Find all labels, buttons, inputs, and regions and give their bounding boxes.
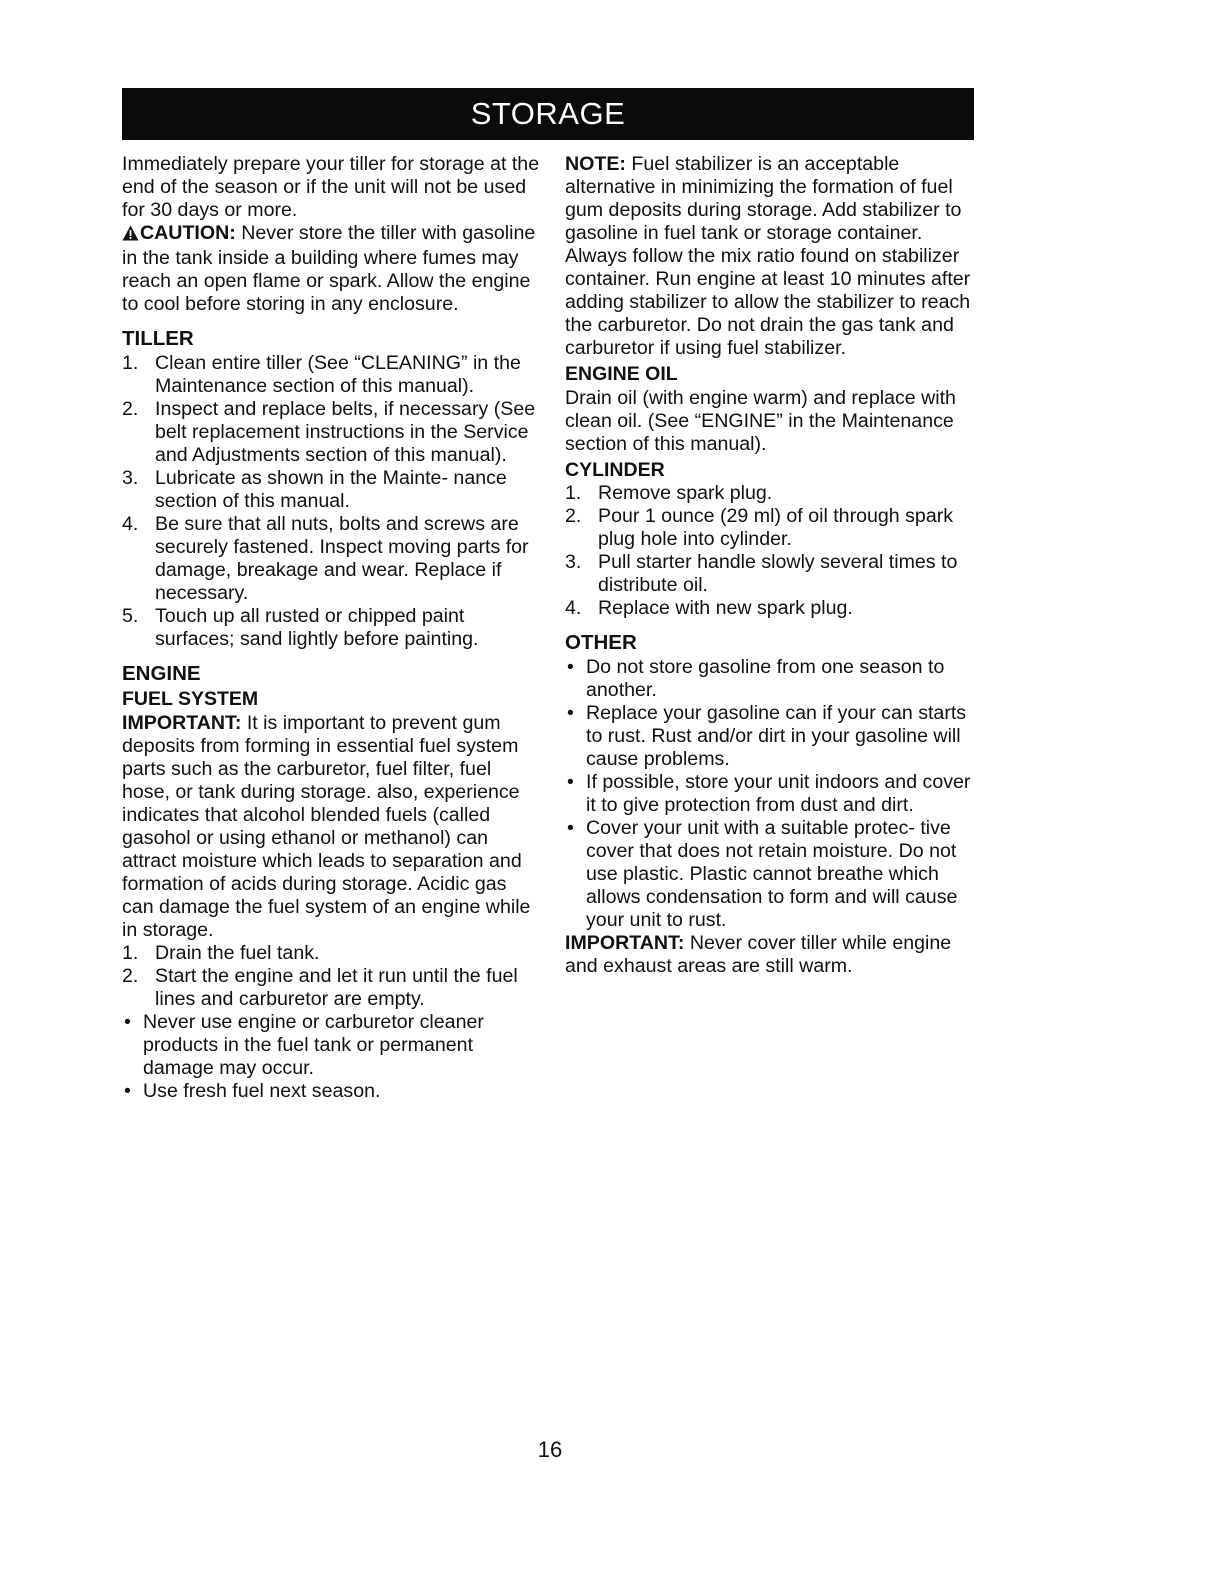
list-item: 2. Pour 1 ounce (29 ml) of oil through spark plug hole into cylinder.: [565, 505, 954, 550]
intro-paragraph: Immediately prepare your tiller for storage at the end of the season or if the unit will not be used for 30 days or more.: [122, 153, 540, 221]
fuel-system-heading: FUEL SYSTEM: [122, 688, 259, 710]
list-item: 2. Inspect and replace belts, if necessary (See belt replacement instructions in the Service and Adjustments section of this manual).: [122, 398, 536, 466]
engine-heading: ENGINE: [122, 662, 201, 685]
fuel-steps: [122, 942, 540, 1103]
list-item: 2. Start the engine and let it run until the fuel lines and carburetor are empty.: [122, 965, 518, 1010]
note-paragraph: NOTE: Fuel stabilizer is an acceptable alternative in minimizing the formation of fuel gum deposits during storage. Add stabilizer to gasoline in fuel tank or storage container. Always follow the mix ratio found on stabilizer container. Run engine at least 10 minutes after adding stabilizer to allow the stabilizer to reach the carburetor. Do not drain the gas tank and carburetor if using fuel stabilizer.: [565, 153, 971, 359]
list-item: 3. Pull starter handle slowly several times to distribute oil.: [565, 551, 958, 596]
cylinder-steps: [565, 482, 977, 620]
caution-text: Never store the tiller with gasoline in the tank inside a building where fumes may reach an open flame or spark. Allow the engine to cool before storing in any enclosure.: [122, 222, 536, 315]
note-label: NOTE:: [565, 153, 626, 175]
page-number: 16: [537, 1437, 563, 1462]
section-title: STORAGE: [470, 96, 626, 131]
list-item: • Never use engine or carburetor cleaner products in the fuel tank or permanent damage may occur.: [124, 1011, 484, 1079]
warning-triangle-icon: [122, 224, 139, 247]
left-column: [122, 153, 540, 1103]
list-item: 4. Be sure that all nuts, bolts and screws are securely fastened. Inspect moving parts for damage, breakage and wear. Replace if necessary.: [122, 513, 529, 604]
other-important-paragraph: IMPORTANT: Never cover tiller while engine and exhaust areas are still warm.: [565, 932, 952, 977]
list-item: 1. Drain the fuel tank.: [122, 942, 320, 964]
section-title-banner: [122, 88, 974, 140]
list-item: 3. Lubricate as shown in the Mainte- nance section of this manual.: [122, 467, 507, 512]
list-item: • If possible, store your unit indoors and cover it to give protection from dust and dirt.: [567, 771, 971, 816]
list-item: • Do not store gasoline from one season to another.: [567, 656, 945, 701]
list-item: • Replace your gasoline can if your can starts to rust. Rust and/or dirt in your gasoline will cause problems.: [567, 702, 967, 770]
fuel-important-paragraph: IMPORTANT: It is important to prevent gum deposits from forming in essential fuel system parts such as the carburetor, fuel filter, fuel hose, or tank during storage. also, experience indicates that alcohol blended fuels (called gasohol or using ethanol or methanol) can attract moisture which leads to separation and formation of acids during storage. Acidic gas can damage the fuel system of an engine while in storage.: [122, 712, 531, 941]
engine-oil-heading: ENGINE OIL: [565, 363, 678, 385]
list-item: 4. Replace with new spark plug.: [565, 597, 853, 619]
list-item: • Cover your unit with a suitable protec- tive cover that does not retain moisture. Do not use plastic. Plastic cannot breathe which allows condensation to form and will cause your unit to rust.: [567, 817, 958, 931]
tiller-steps: [122, 352, 540, 651]
caution-label: CAUTION:: [140, 222, 236, 244]
list-item: 1. Clean entire tiller (See “CLEANING” in the Maintenance section of this manual).: [122, 352, 521, 397]
list-item: 1. Remove spark plug.: [565, 482, 773, 504]
important-label: IMPORTANT:: [122, 712, 242, 734]
important-label: IMPORTANT:: [565, 932, 685, 954]
cylinder-heading: CYLINDER: [565, 459, 665, 481]
right-column: [565, 153, 977, 978]
fuel-bullets: [122, 1011, 540, 1103]
tiller-heading: TILLER: [122, 327, 194, 350]
list-item: • Use fresh fuel next season.: [124, 1080, 381, 1102]
caution-paragraph: [122, 222, 540, 316]
other-bullets: [565, 656, 977, 932]
engine-oil-paragraph: Drain oil (with engine warm) and replace with clean oil. (See “ENGINE” in the Maintenance section of this manual).: [565, 387, 956, 455]
other-heading: OTHER: [565, 631, 637, 654]
list-item: 5. Touch up all rusted or chipped paint surfaces; sand lightly before painting.: [122, 605, 479, 650]
